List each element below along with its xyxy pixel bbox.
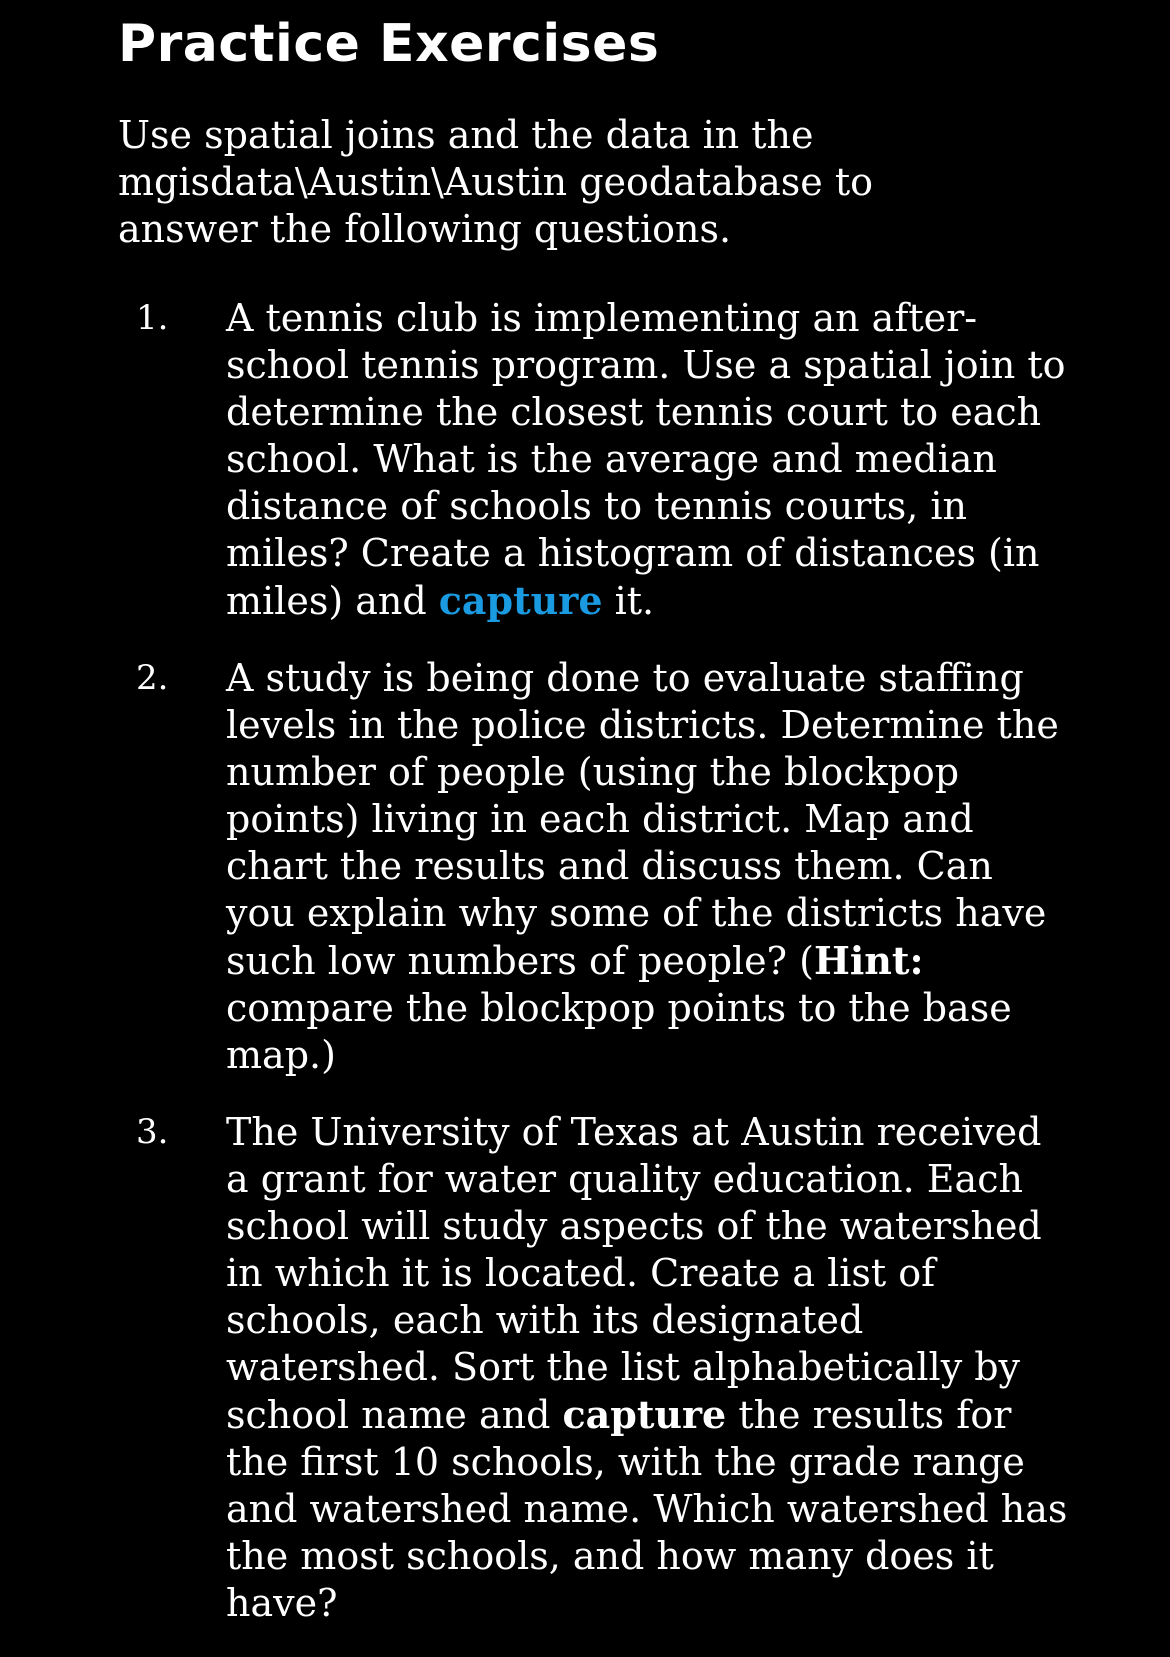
hint-label: Hint: xyxy=(813,938,924,983)
exercise-text xyxy=(226,1109,1068,1627)
exercise-list xyxy=(118,295,1068,1627)
exercise-item xyxy=(118,1109,1068,1627)
page-title: Practice Exercises xyxy=(118,14,660,74)
capture-link[interactable]: capture xyxy=(438,578,603,623)
exercise-text-start: A study is being done to evaluate staffing levels in the police districts. Determine the number of people (using the blockpop points) living in each district. Map and chart the results and discuss them. Can you explain why some of the districts have such low numbers of people? ( xyxy=(226,656,1059,983)
exercise-text-start: A tennis club is implementing an after-school tennis program. Use a spatial join to determine the closest tennis court to each school. What is the average and median distance of schools to tennis courts, in miles? Create a histogram of distances (in miles) and xyxy=(226,296,1066,623)
exercise-item xyxy=(118,295,1068,625)
exercise-text xyxy=(226,295,1068,625)
exercise-text-start: The University of Texas at Austin received a grant for water quality education. Each school will study aspects of the watershed in which it is located. Create a list of schools, each with its designated watershed. Sort the list alphabetically by school name and xyxy=(226,1110,1042,1437)
exercise-text-end: the results for the first 10 schools, with the grade range and watershed name. Which watershed has the most schools, and how many does it have? xyxy=(226,1393,1068,1625)
exercise-number: 2. xyxy=(136,658,169,698)
exercise-text-end: it. xyxy=(602,579,655,623)
exercise-text xyxy=(226,655,1068,1079)
capture-term: capture xyxy=(562,1392,727,1437)
page xyxy=(118,0,1068,1657)
exercise-number: 1. xyxy=(136,298,169,338)
intro-paragraph: Use spatial joins and the data in the mgisdata\Austin\Austin geodatabase to answer the following questions. xyxy=(118,113,874,251)
exercise-text-end: compare the blockpop points to the base map.) xyxy=(226,986,1012,1077)
exercise-item xyxy=(118,655,1068,1079)
exercise-number: 3. xyxy=(136,1112,169,1152)
